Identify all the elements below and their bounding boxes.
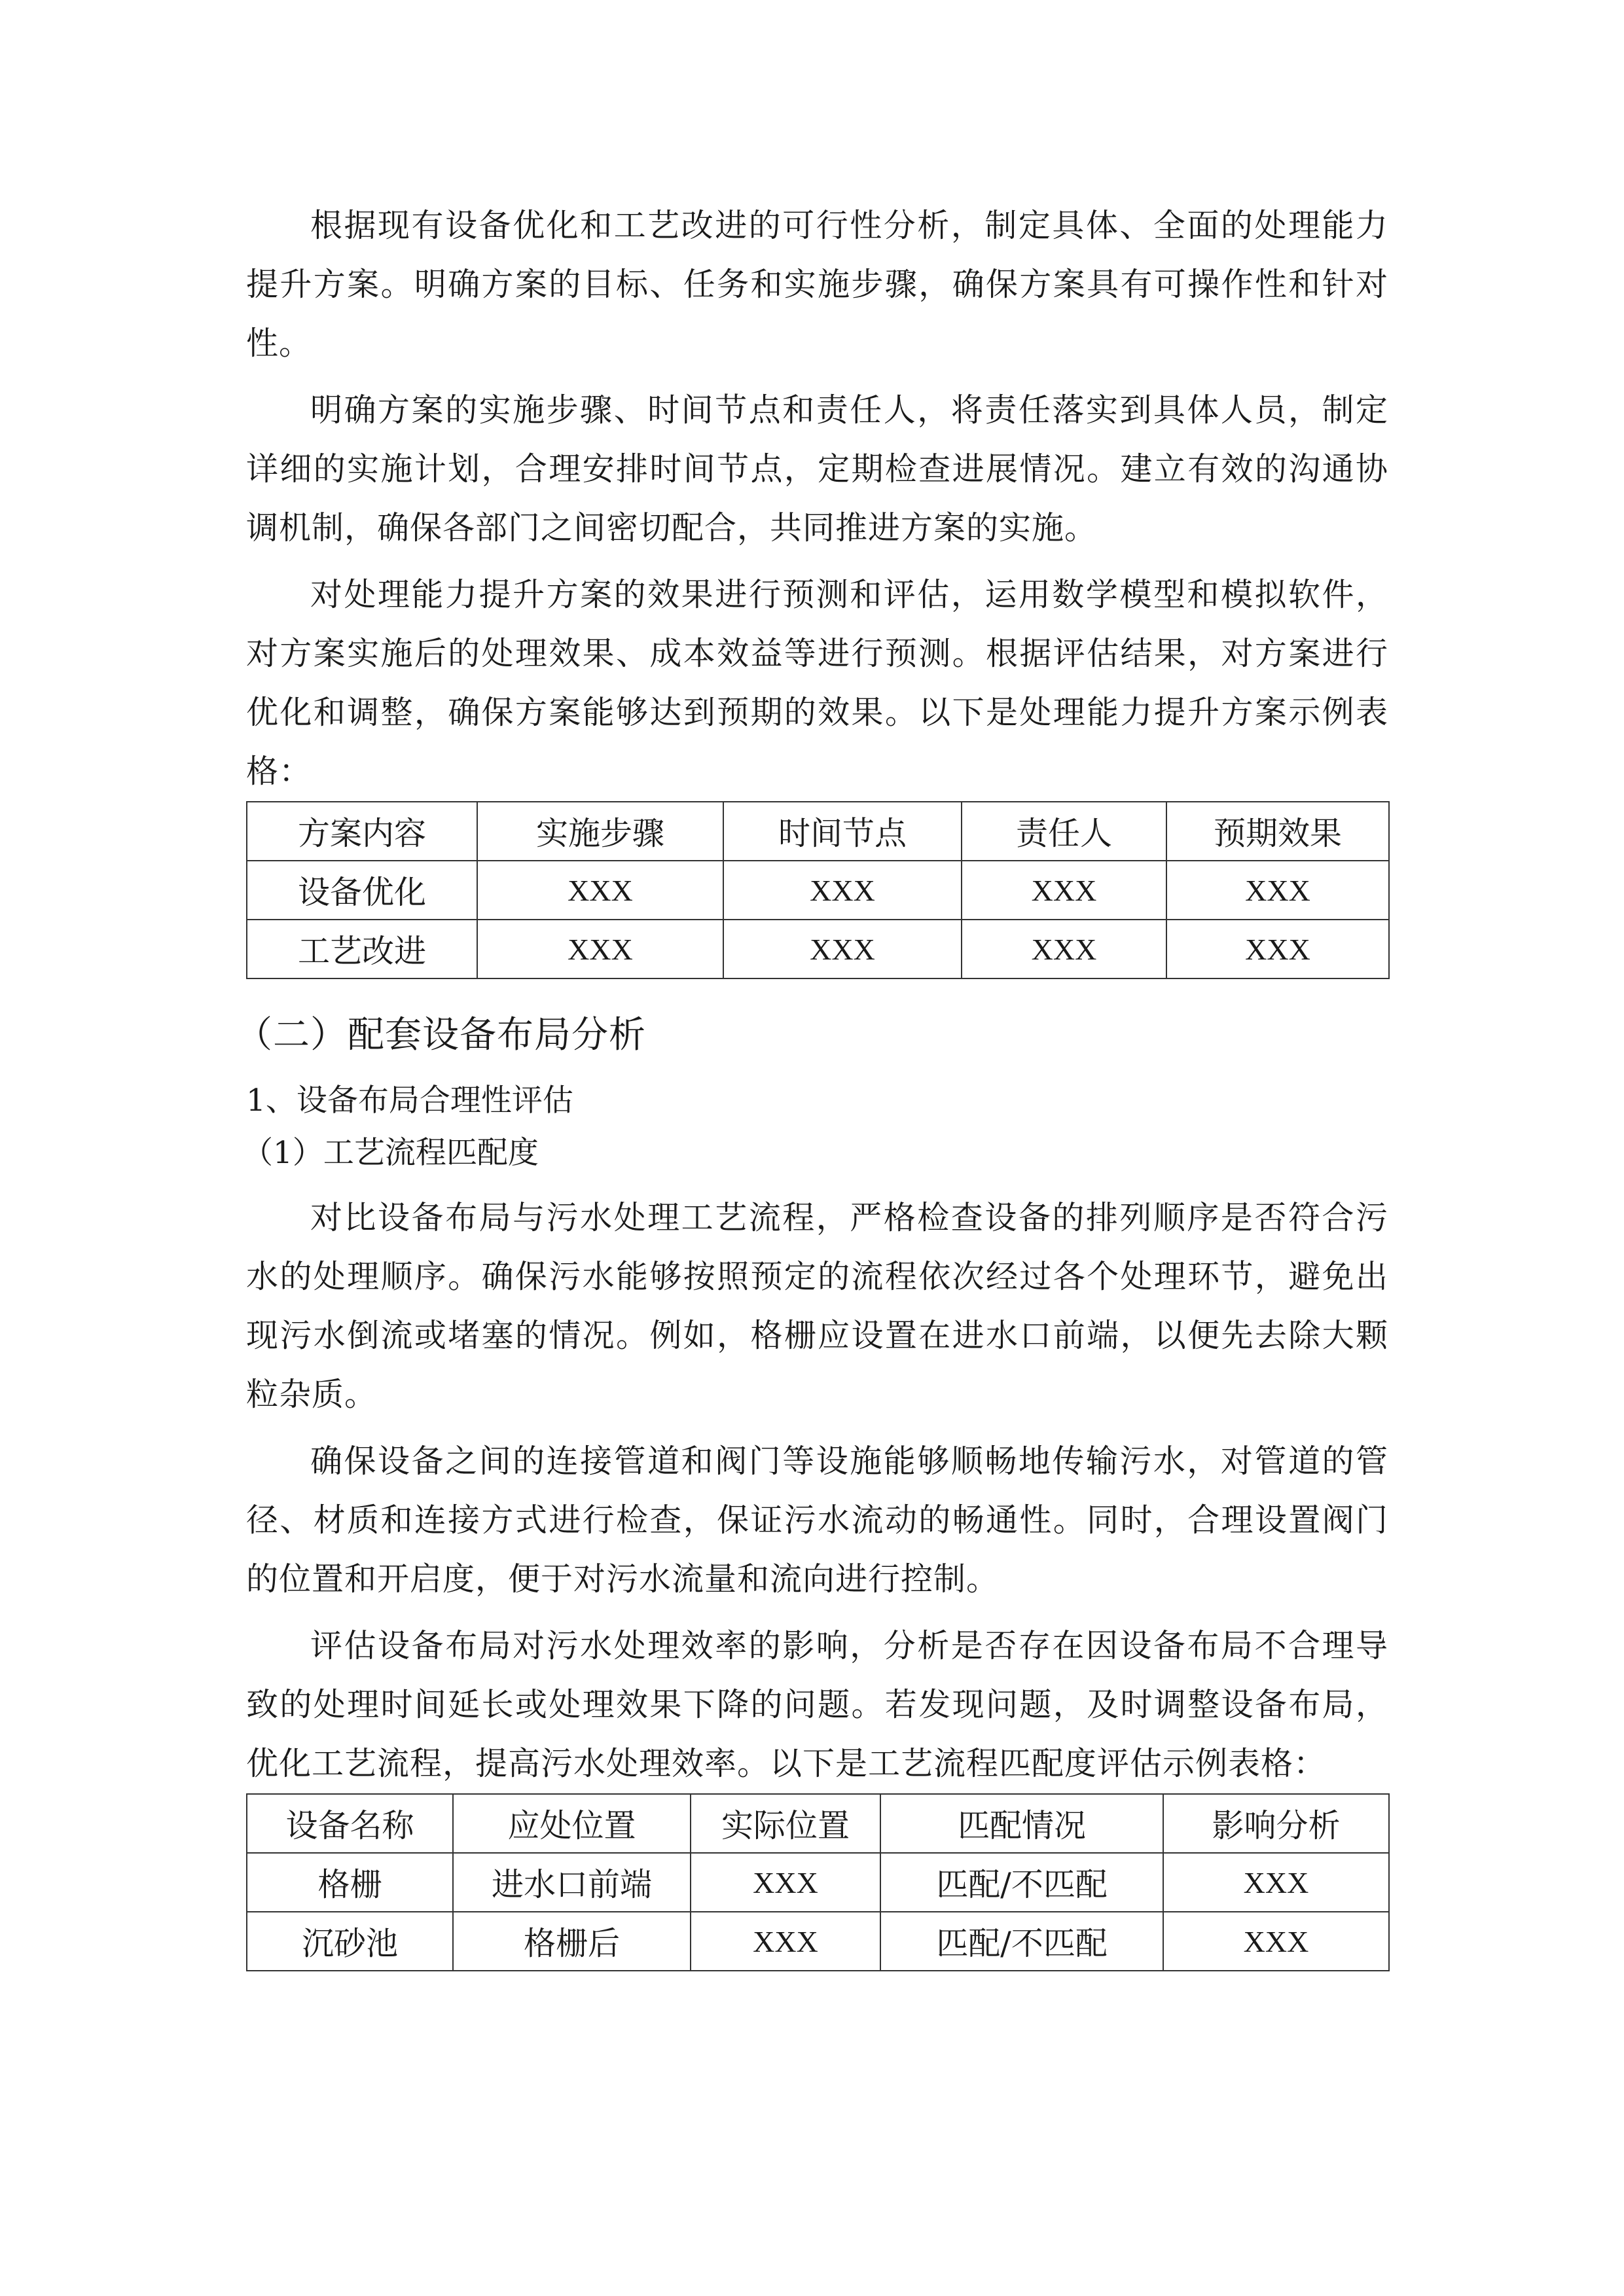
table-header-cell: 预期效果	[1166, 802, 1389, 861]
table-row	[247, 920, 1389, 978]
paragraph-5: 确保设备之间的连接管道和阀门等设施能够顺畅地传输污水，对管道的管径、材质和连接方式进行检查，保证污水流动的畅通性。同时，合理设置阀门的位置和开启度，便于对污水流量和流向进行控制。	[246, 1443, 1388, 1598]
table-cell: 工艺改进	[247, 920, 477, 978]
table-cell: 格栅后	[453, 1912, 691, 1971]
table-cell: 格栅	[247, 1853, 453, 1912]
process-match-table	[246, 1793, 1390, 1971]
paragraph-4: 对比设备布局与污水处理工艺流程，严格检查设备的排列顺序是否符合污水的处理顺序。确保污水能够按照预定的流程依次经过各个处理环节，避免出现污水倒流或堵塞的情况。例如，格栅应设置在进水口前端，以便先去除大颗粒杂质。	[246, 1199, 1388, 1413]
table-cell: XXX	[1166, 861, 1389, 920]
table-cell: XXX	[723, 920, 962, 978]
table-cell: XXX	[1166, 920, 1389, 978]
table-header-cell: 实际位置	[691, 1794, 880, 1853]
table-row	[247, 1912, 1389, 1971]
table-cell: XXX	[477, 861, 723, 920]
table-cell: XXX	[1163, 1912, 1389, 1971]
document-page	[236, 196, 1388, 1971]
paragraph-3: 对处理能力提升方案的效果进行预测和评估，运用数学模型和模拟软件，对方案实施后的处理效果、成本效益等进行预测。根据评估结果，对方案进行优化和调整，确保方案能够达到预期的效果。以下是处理能力提升方案示例表格：	[246, 576, 1388, 790]
table-header-cell: 匹配情况	[880, 1794, 1163, 1853]
table-cell: XXX	[723, 861, 962, 920]
table-cell: XXX	[1163, 1853, 1389, 1912]
table-cell: XXX	[962, 920, 1166, 978]
table-header-cell: 方案内容	[247, 802, 477, 861]
table-row	[247, 1853, 1389, 1912]
table-header-cell: 责任人	[962, 802, 1166, 861]
table-cell: 进水口前端	[453, 1853, 691, 1912]
table-header-row	[247, 802, 1389, 861]
table-header-cell: 影响分析	[1163, 1794, 1389, 1853]
table-cell: XXX	[477, 920, 723, 978]
section-heading: （二）配套设备布局分析	[236, 1014, 646, 1056]
table-cell: 设备优化	[247, 861, 477, 920]
table-cell: 沉砂池	[247, 1912, 453, 1971]
table-cell: XXX	[691, 1853, 880, 1912]
table-header-cell: 设备名称	[247, 1794, 453, 1853]
table-header-row	[247, 1794, 1389, 1853]
table-header-cell: 时间节点	[723, 802, 962, 861]
subsubsection-heading: （1）工艺流程匹配度	[242, 1135, 539, 1171]
subsection-heading: 1、设备布局合理性评估	[246, 1083, 573, 1119]
table-header-cell: 应处位置	[453, 1794, 691, 1853]
paragraph-6: 评估设备布局对污水处理效率的影响，分析是否存在因设备布局不合理导致的处理时间延长或处理效果下降的问题。若发现问题，及时调整设备布局，优化工艺流程，提高污水处理效率。以下是工艺流程匹配度评估示例表格：	[246, 1627, 1388, 1782]
improvement-plan-table	[246, 801, 1390, 979]
table-header-cell: 实施步骤	[477, 802, 723, 861]
table-cell: 匹配/不匹配	[880, 1912, 1163, 1971]
paragraph-1: 根据现有设备优化和工艺改进的可行性分析，制定具体、全面的处理能力提升方案。明确方案的目标、任务和实施步骤，确保方案具有可操作性和针对性。	[246, 207, 1388, 362]
paragraph-2: 明确方案的实施步骤、时间节点和责任人，将责任落实到具体人员，制定详细的实施计划，合理安排时间节点，定期检查进展情况。建立有效的沟通协调机制，确保各部门之间密切配合，共同推进方案的实施。	[246, 391, 1388, 547]
table-row	[247, 861, 1389, 920]
table-cell: XXX	[691, 1912, 880, 1971]
table-cell: XXX	[962, 861, 1166, 920]
table-cell: 匹配/不匹配	[880, 1853, 1163, 1912]
